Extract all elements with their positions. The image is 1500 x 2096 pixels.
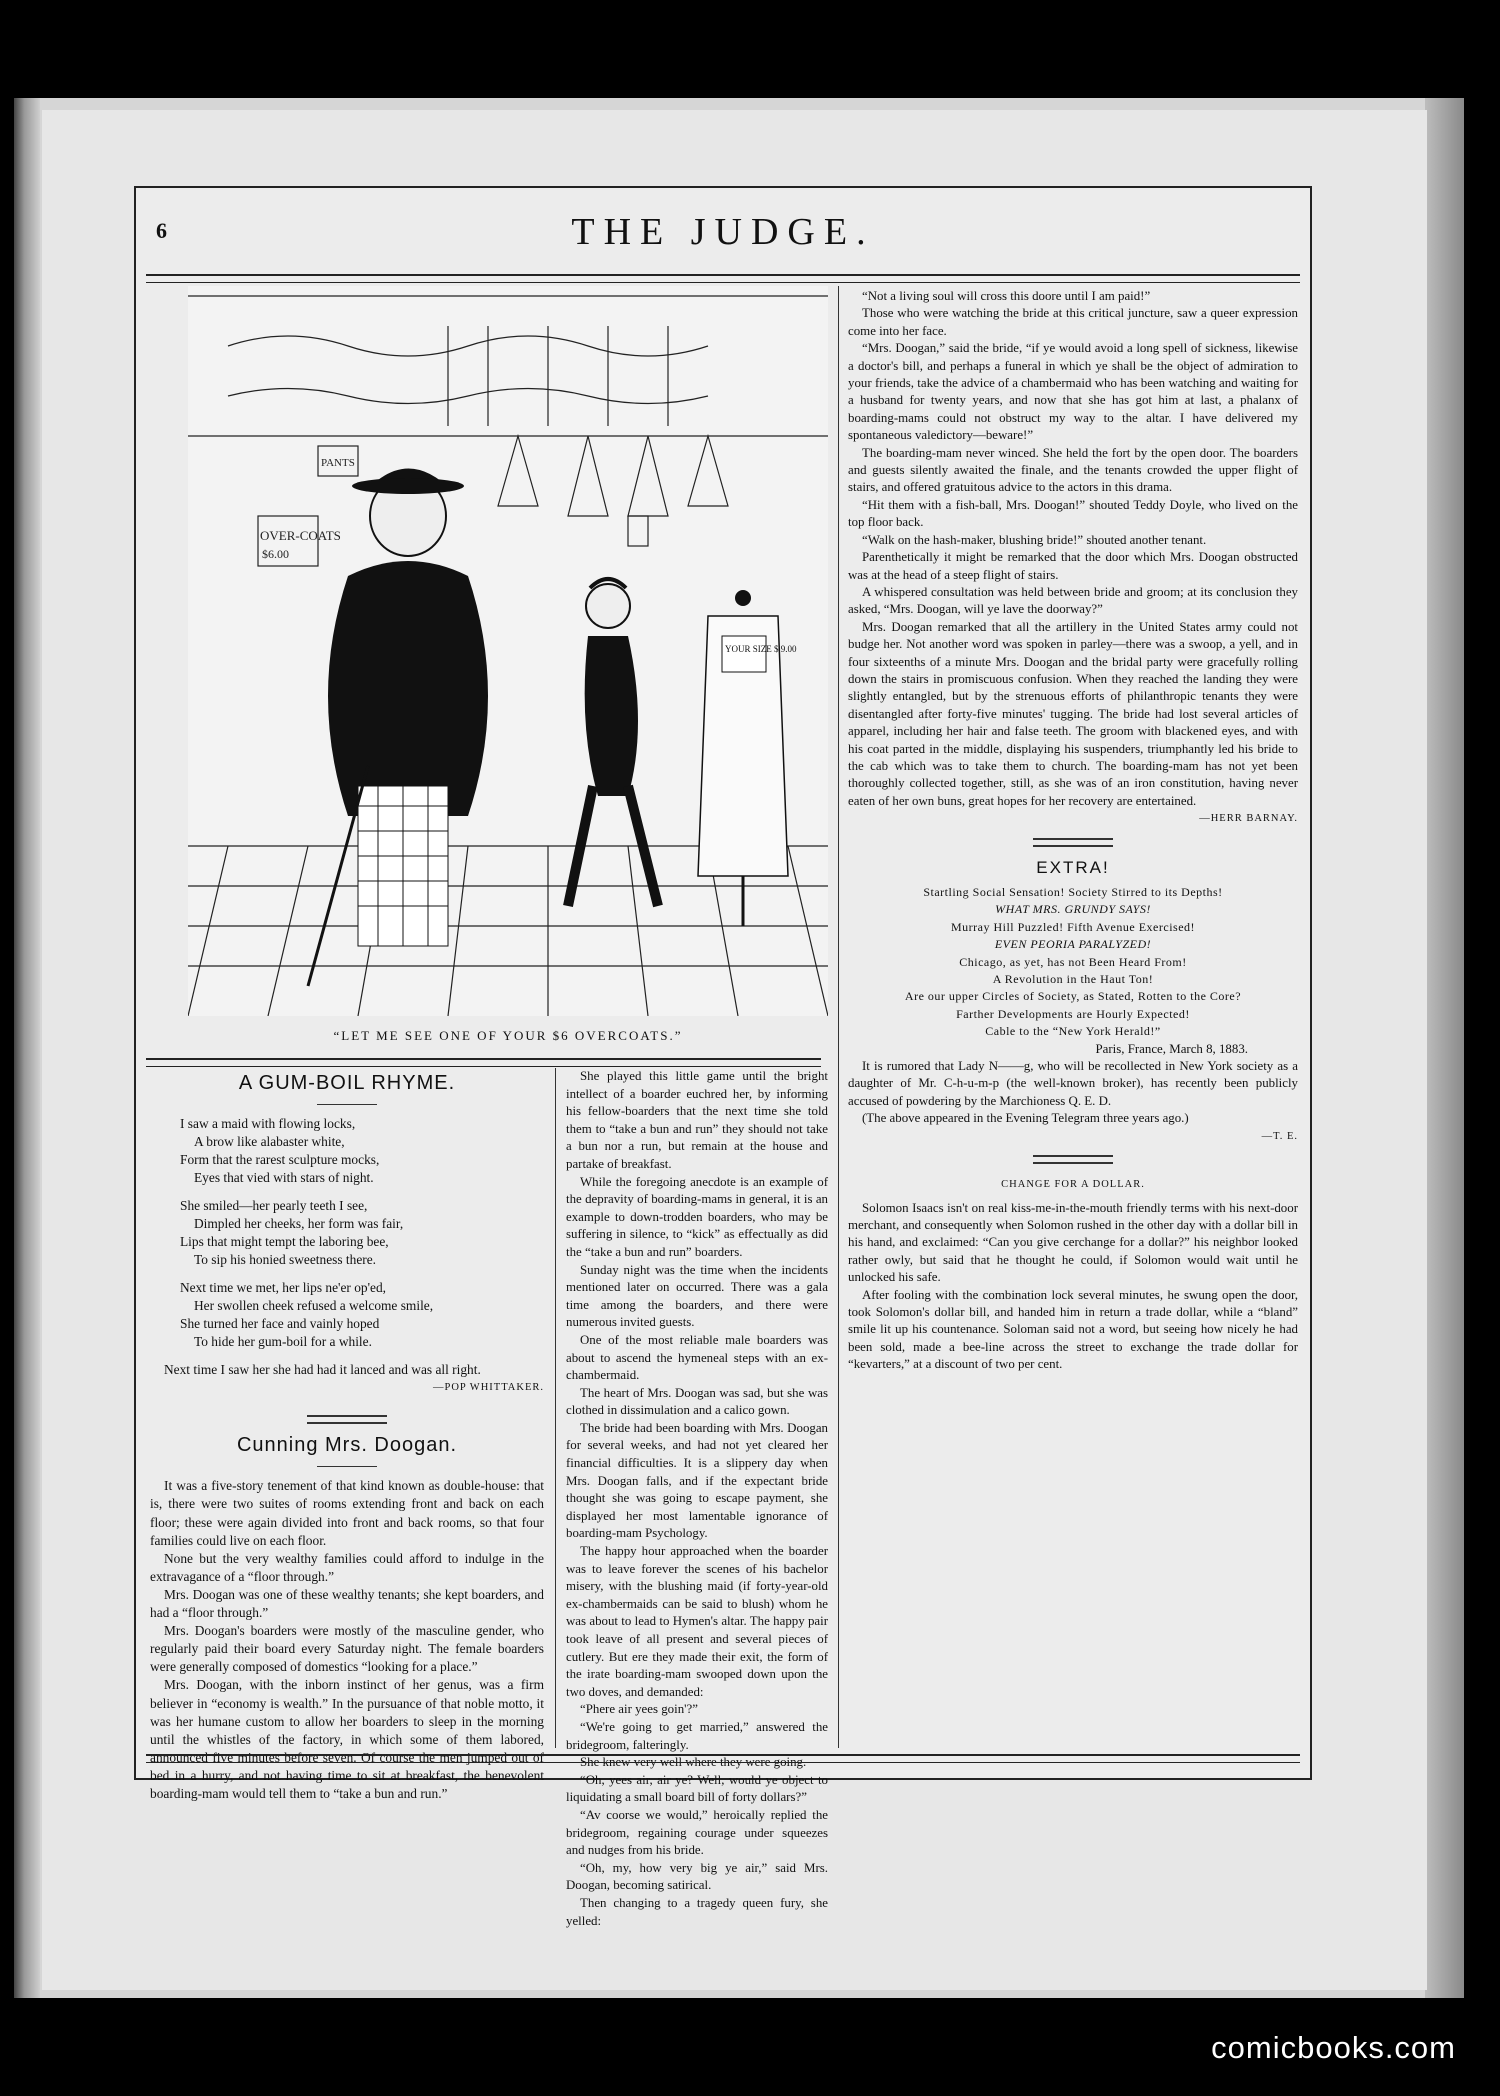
doogan-paragraph: “Hit them with a fish-ball, Mrs. Doogan!” shouted Teddy Doyle, who lived on the top floor back.: [848, 497, 1298, 530]
newspaper-page: [134, 186, 1312, 1928]
doogan-paragraph: “We're going to get married,” answered the bridegroom, falteringly.: [566, 1719, 828, 1752]
page-number: 6: [156, 218, 167, 243]
overcoats-sign: OVER-COATS: [260, 528, 341, 543]
poem-line: A brow like alabaster white,: [194, 1134, 345, 1150]
doogan-paragraph: She knew very well where they were going.: [580, 1755, 807, 1770]
doogan-paragraph: The bride had been boarding with Mrs. Doogan for several weeks, and had not yet cleared her financial difficulties. It is a slippery day when Mrs. Doogan falls, and if the expectant bride thought she was going to escape payment, she displayed her most lamentable ignorance of boarding-mam Psychology.: [566, 1420, 828, 1541]
masthead: THE JUDGE.: [571, 211, 875, 253]
extra-headline: Cable to the “New York Herald!”: [985, 1024, 1161, 1039]
doogan-paragraph: While the foregoing anecdote is an example of the depravity of boarding-mams in general, it is an example to down-trodden boarders, who may be suffering in silence, to “kick” as effectually as did the “take a bun and run” boarders.: [566, 1174, 828, 1259]
doogan-paragraph: It was a five-story tenement of that kind known as double-house: that is, there were two suites of rooms extending front and back on each floor; these were again divided into front and back rooms, so that four families could live on each floor.: [150, 1478, 544, 1548]
gumboil-signature: —POP WHITTAKER.: [433, 1382, 544, 1394]
doogan-paragraph: “Oh, my, how very big ye air,” said Mrs. Doogan, becoming satirical.: [566, 1860, 828, 1893]
doogan-paragraph: She played this little game until the bright intellect of a boarder euchred her, by informing his fellow-boarders that the next time she told them to “take a bun and run” they should not take a bun nor a run, but remain at the house and partake of breakfast.: [566, 1069, 828, 1171]
extra-body: It is rumored that Lady N——g, who will be recollected in New York society as a daughter of Mr. C-h-u-m-p (the well-known broker), has recently been publicly accused of powdering by the Marchioness Q. E. D.: [848, 1059, 1298, 1108]
extra-title: EXTRA!: [1036, 857, 1110, 877]
pants-sign: PANTS: [321, 457, 355, 469]
doogan-paragraph: None but the very wealthy families could afford to indulge in the extravagance of a “floor through.”: [150, 1550, 544, 1584]
extra-headline: A Revolution in the Haut Ton!: [992, 972, 1154, 987]
doogan-paragraph: “Not a living soul will cross this doore until I am paid!”: [862, 289, 1151, 303]
column-divider-2: [838, 286, 839, 1748]
extra-headline: Startling Social Sensation! Society Stirred to its Depths!: [923, 885, 1223, 899]
size-price-tag: YOUR SIZE $ 9.00: [725, 644, 797, 654]
doogan-paragraph: “Walk on the hash-maker, blushing bride!” shouted another tenant.: [862, 532, 1207, 547]
doogan-paragraph: Sunday night was the time when the incidents mentioned later on occurred. There was a gala time among the boarders, and there were numerous invited guests.: [566, 1262, 828, 1330]
doogan-paragraph: “Mrs. Doogan,” said the bride, “if ye would avoid a long spell of sickness, likewise a doctor's bill, and perhaps a funeral in which ye shall be the object of admiration to your friends, take the advice of a chambermaid who has been watching and waiting for a husband for twenty years, and now that she has got him at last, a phalanx of boarding-mams could not obstruct my way to the altar. I have delivered my spontaneous valedictory—beware!”: [848, 341, 1298, 443]
page-edge-shadow: [1425, 98, 1464, 1998]
doogan-paragraph: “Oh, yees air, air ye? Well, would ye object to liquidating a small board bill of forty dollars?”: [566, 1772, 828, 1805]
poem-line: Next time we met, her lips ne'er op'ed,: [180, 1280, 386, 1296]
poem-line: I saw a maid with flowing locks,: [180, 1116, 356, 1132]
extra-note: (The above appeared in the Evening Telegram three years ago.): [862, 1111, 1189, 1126]
column-3: [848, 288, 1298, 1374]
dollar-paragraph: After fooling with the combination lock several minutes, he swung open the door, took Solomon's dollar bill, and handed him in return a trade dollar, while a “bland” smile lit up his countenance. Soloman said not a word, but seeing how nicely he had been sold, made a bee-line across the street to exchange the trade dollar for “kevarters,” at a discount of two per cent.: [848, 1287, 1298, 1372]
price-sign: $6.00: [262, 547, 289, 561]
small-man-figure: [568, 579, 658, 906]
title-rule: [317, 1104, 377, 1105]
watermark: comicbooks.com: [1211, 2030, 1456, 2065]
dollar-paragraph: Solomon Isaacs isn't on real kiss-me-in-the-mouth friendly terms with his next-door merchant, and consequently when Solomon rushed in the other day with a dollar bill in his hand, and exclaimed: “Can you give cerchange for a dollar?” his neighbor looked rather owly, but said that he thought he could, if Solomon would wait until he unlocked his safe.: [848, 1200, 1298, 1285]
doogan-paragraph: “Av coorse we would,” heroically replied the bridegroom, regaining courage under squeezes and nudges from his bride.: [566, 1807, 828, 1858]
page-bottom-rule: [146, 1754, 1300, 1763]
stanza-1: [180, 1115, 544, 1187]
doogan-paragraph: The heart of Mrs. Doogan was sad, but she was clothed in dissimulation and a calico gown.: [566, 1385, 828, 1418]
title-rule: [317, 1466, 377, 1467]
doogan-paragraph: The happy hour approached when the boarder was to leave forever the scenes of his bachelor misery, with the blushing maid (if forty-year-old ex-chambermaids can be said to blush) whom he was about to lead to Hymen's altar. The happy pair took leave of all present and several pieces of cutlery. But ere they made their exit, the form of the irate boarding-mam swooped down upon the two doves, and demanded:: [566, 1544, 828, 1699]
extra-headline: Murray Hill Puzzled! Fifth Avenue Exercised!: [950, 919, 1196, 934]
doogan-paragraph: Those who were watching the bride at this critical juncture, saw a queer expression come into her face.: [848, 306, 1298, 338]
poem-line: Dimpled her cheeks, her form was fair,: [194, 1216, 404, 1232]
doogan-paragraph: Mrs. Doogan's boarders were mostly of the masculine gender, who regularly paid their board every Saturday night. The female boarders were generally composed of domestics “looking for a place.”: [150, 1623, 544, 1675]
binding-shadow: [14, 98, 40, 1998]
doogan-paragraph: The boarding-mam never winced. She held the fort by the open door. The boarders and guests silently awaited the finale, and the tenants crowded the upper flight of stairs, and offered gratuitous advice to the actors in this drama.: [848, 445, 1298, 495]
gumboil-closing: Next time I saw her she had had it lanced and was all right.: [164, 1362, 481, 1378]
doogan-paragraph: “Phere air yees goin'?”: [580, 1702, 698, 1717]
cartoon-caption: “LET ME SEE ONE OF YOUR $6 OVERCOATS.”: [333, 1028, 683, 1043]
extra-headline: Chicago, as yet, has not Been Heard From!: [959, 954, 1187, 969]
doogan-paragraph: Mrs. Doogan remarked that all the artillery in the United States army could not budge her. Not another word was spoken in parley—there was a swoop, a yell, and in four sixteenths of a minute Mrs. Doogan and the bridal party were gracefully rolling down the stairs in promiscuous confusion. When they reached the landing they were slightly entangled, but by the strenuous efforts of philanthropic tenants they were disentangled after forty-five minutes' tugging. The bride had lost several articles of apparel, including her hair and false teeth. The groom with blackened eyes, and with his coat parted in the middle, displaying his suspenders, triumphantly led his bride to the cab which was to take them to church. The boarding-mam has not yet been thoroughly collected together, still, as she was of an iron constitution, having never eaten of her own buns, great hopes for her recovery are entertained.: [848, 619, 1298, 808]
extra-dateline: Paris, France, March 8, 1883.: [1095, 1041, 1248, 1056]
stanza-3: [180, 1279, 544, 1351]
cartoon-illustration: [188, 286, 828, 1016]
extra-headline: EVEN PEORIA PARALYZED!: [994, 937, 1152, 952]
section-rule: [1033, 1155, 1113, 1164]
poem-line: She smiled—her pearly teeth I see,: [180, 1198, 368, 1214]
extra-headline: Farther Developments are Hourly Expected!: [956, 1006, 1190, 1021]
gumboil-title: A GUM-BOIL RHYME.: [238, 1072, 456, 1094]
poem-line: Eyes that vied with stars of night.: [194, 1170, 374, 1186]
section-rule: [1033, 838, 1113, 847]
dollar-title: CHANGE FOR A DOLLAR.: [1001, 1179, 1145, 1191]
poem-line: Lips that might tempt the laboring bee,: [180, 1234, 389, 1250]
doogan-paragraph: Then changing to a tragedy queen fury, she yelled:: [566, 1895, 828, 1928]
section-rule: [307, 1415, 387, 1424]
poem-line: Form that the rarest sculpture mocks,: [180, 1152, 380, 1168]
extra-headline: WHAT MRS. GRUNDY SAYS!: [995, 902, 1151, 917]
doogan-signature: —HERR BARNAY.: [1199, 813, 1298, 825]
masthead-rule: [146, 274, 1300, 283]
gumboil-poem: [180, 1115, 544, 1351]
doogan-paragraph: One of the most reliable male boarders was about to ascend the hymeneal steps with an ex-chambermaid.: [566, 1332, 828, 1383]
coat-mannequin: [698, 590, 788, 926]
poem-line: To sip his honied sweetness there.: [194, 1252, 377, 1268]
doogan-paragraph: Parenthetically it might be remarked that the door which Mrs. Doogan obstructed was at the head of a steep flight of stairs.: [848, 550, 1298, 582]
poem-line: Her swollen cheek refused a welcome smile,: [194, 1298, 434, 1314]
column-1: [150, 1068, 544, 1803]
column-2: [566, 1068, 828, 1930]
doogan-paragraph: Mrs. Doogan, with the inborn instinct of her genus, was a firm believer in “economy is wealth.” In the pursuance of that noble motto, it was her humane custom to allow her boarders to sleep in the morning until the whistles of the factory, in which some of them labored, announced five minutes before seven. Of course the men jumped out of bed in a hurry, and not having time to sit at breakfast, the benevolent boarding-mam would tell them to “take a bun and run.”: [150, 1677, 544, 1801]
stanza-2: [180, 1197, 544, 1269]
extra-headline: Are our upper Circles of Society, as Stated, Rotten to the Core?: [904, 989, 1242, 1004]
poem-line: She turned her face and vainly hoped: [180, 1316, 380, 1332]
poem-line: To hide her gum-boil for a while.: [194, 1334, 372, 1350]
extra-signature: —T. E.: [1261, 1130, 1298, 1142]
doogan-paragraph: A whispered consultation was held between bride and groom; at its conclusion they asked, “Mrs. Doogan, will ye lave the doorway?”: [848, 584, 1298, 617]
column-divider-1: [555, 1068, 556, 1748]
cartoon-drawing: [188, 286, 828, 1016]
doogan-title: Cunning Mrs. Doogan.: [236, 1434, 458, 1457]
illustration-bottom-rule: [146, 1058, 821, 1067]
doogan-paragraph: Mrs. Doogan was one of these wealthy tenants; she kept boarders, and had a “floor through.”: [150, 1586, 544, 1621]
